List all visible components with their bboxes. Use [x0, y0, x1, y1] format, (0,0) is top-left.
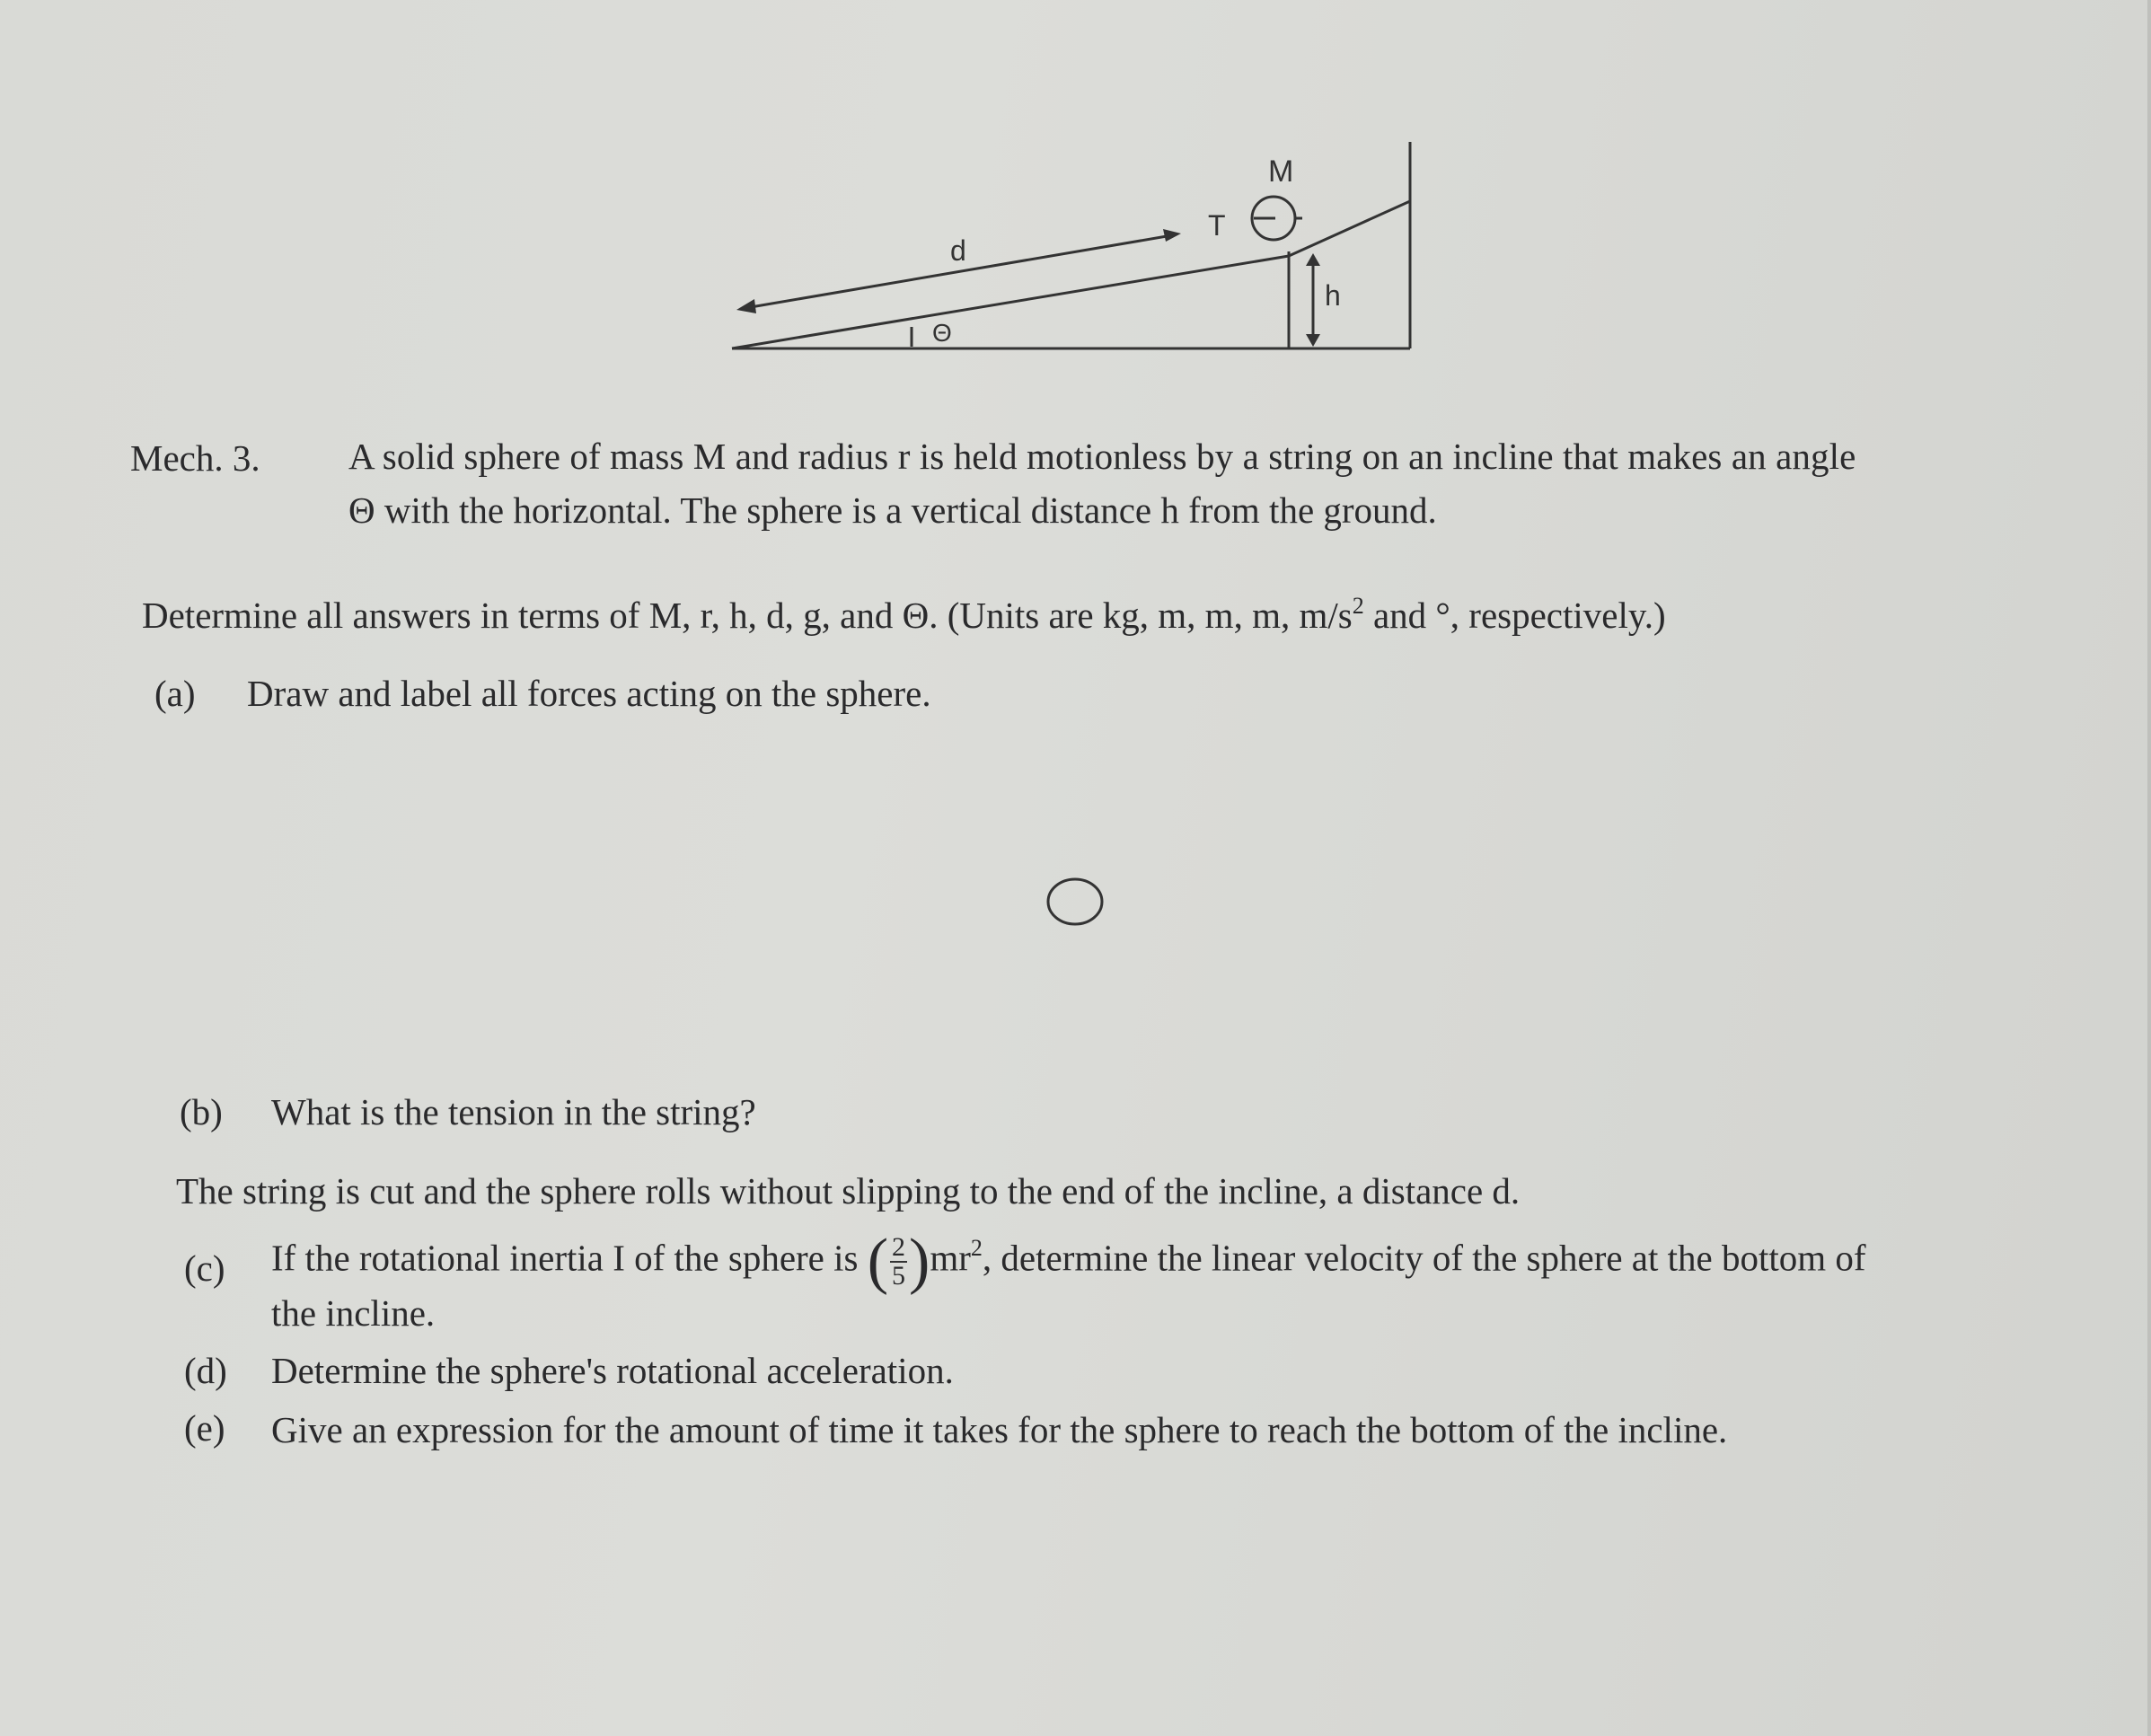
part-c-text: If the rotational inertia I of the sphere is — [271, 1237, 859, 1279]
part-c-superscript: 2 — [970, 1235, 983, 1262]
d-arrow-left-head — [736, 299, 756, 313]
part-a-text: Draw and label all forces acting on the sphere. — [247, 673, 931, 714]
part-c-line2: the incline. — [271, 1292, 436, 1334]
label-h: h — [1325, 279, 1341, 312]
h-arrow-down-head — [1306, 334, 1320, 347]
h-arrow-up-head — [1306, 253, 1320, 266]
part-e-text: Give an expression for the amount of time it takes for the sphere to reach the bottom of the incline. — [271, 1409, 1728, 1450]
part-e-label: (e) — [184, 1407, 225, 1449]
determine-text-end: and °, respectively.) — [1363, 595, 1666, 636]
part-c-mr: mr — [930, 1237, 971, 1279]
label-T: T — [1208, 209, 1226, 242]
label-M: M — [1268, 154, 1294, 189]
part-d-text: Determine the sphere's rotational acceleration. — [271, 1350, 954, 1391]
part-c-label: (c) — [184, 1247, 225, 1289]
problem-intro-line2: Θ with the horizontal. The sphere is a vertical distance h from the ground. — [348, 489, 1437, 531]
problem-number: Mech. 3. — [130, 437, 260, 479]
part-b-text: What is the tension in the string? — [271, 1091, 756, 1132]
fraction-numerator: 2 — [892, 1232, 906, 1262]
d-arrow-right-head — [1163, 229, 1181, 242]
problem-intro-line1: A solid sphere of mass M and radius r is held motionless by a string on an incline that makes an angle — [348, 436, 1856, 477]
determine-text: Determine all answers in terms of M, r, h, d, g, and Θ. (Units are kg, m, m, m, m/s — [142, 595, 1353, 636]
incline-line — [732, 256, 1289, 348]
incline-diagram — [710, 126, 1428, 359]
determine-superscript: 2 — [1352, 593, 1364, 619]
fraction — [890, 1234, 907, 1290]
right-paren: ) — [909, 1227, 930, 1296]
part-b-label: (b) — [180, 1091, 223, 1132]
platform-line — [1289, 201, 1410, 256]
part-c-line1 — [271, 1226, 1866, 1298]
fraction-denominator: 5 — [892, 1261, 906, 1291]
left-paren: ( — [867, 1227, 889, 1296]
part-a-label: (a) — [154, 673, 196, 714]
page-edge — [2147, 0, 2151, 1736]
part-c-text-end: , determine the linear velocity of the sphere at the bottom of — [982, 1237, 1866, 1279]
string-cut-text: The string is cut and the sphere rolls without slipping to the end of the incline, a distance d. — [176, 1170, 1521, 1212]
free-body-sphere — [1045, 876, 1107, 930]
label-theta: Θ — [932, 319, 952, 347]
label-d: d — [950, 234, 966, 267]
determine-instructions — [142, 593, 1666, 636]
part-d-label: (d) — [184, 1350, 227, 1391]
